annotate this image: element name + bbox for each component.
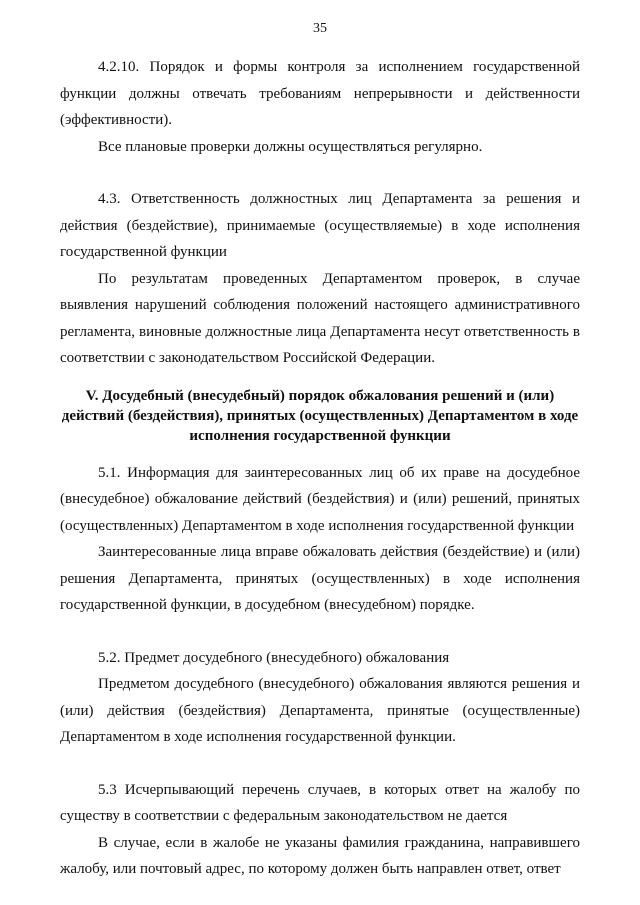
- paragraph-4-2-10: 4.2.10. Порядок и формы контроля за исполнением государственной функции должны отвечать требованиям непрерывности и действенности (эффективности).: [60, 59, 580, 128]
- spacer: [60, 160, 580, 186]
- paragraph-5-2: 5.2. Предмет досудебного (внесудебного) обжалования: [98, 649, 450, 666]
- paragraph-missing-details: В случае, если в жалобе не указаны фамилия гражданина, направившего жалобу, или почтовый адрес, по которому должен быть направлен ответ, ответ: [60, 834, 580, 877]
- page-number: 35: [313, 21, 327, 36]
- paragraph-appeal-subject: Предметом досудебного (внесудебного) обжалования являются решения и (или) действия (бездействия) Департамента, принятые (осуществленные) Департаментом в ходе исполнения государственной функции.: [60, 676, 580, 745]
- paragraph-4-3: 4.3. Ответственность должностных лиц Департамента за решения и действия (бездействие), принимаемые (осуществляемые) в ходе исполнения государственной функции: [60, 191, 580, 260]
- spacer: [60, 372, 580, 386]
- spacer: [60, 751, 580, 777]
- paragraph-planned-checks: Все плановые проверки должны осуществляться регулярно.: [98, 138, 483, 155]
- spacer: [60, 619, 580, 645]
- paragraph-5-1: 5.1. Информация для заинтересованных лиц об их праве на досудебное (внесудебное) обжалование действий (бездействия) и (или) решений, принятых (осуществленных) Департаментом в ходе исполнения государственной функции: [60, 464, 580, 534]
- section-heading-v: V. Досудебный (внесудебный) порядок обжалования решений и (или) действий (бездействия), принятых (осуществленных) Департаментом в ходе исполнения государственной функции: [61, 387, 579, 444]
- spacer: [60, 446, 580, 460]
- paragraph-5-3: 5.3 Исчерпывающий перечень случаев, в которых ответ на жалобу по существу в соответствии с федеральным законодательством не дается: [60, 781, 580, 824]
- paragraph-check-results: По результатам проведенных Департаментом проверок, в случае выявления нарушений соблюдения положений настоящего административного регламента, виновные должностные лица Департамента несут ответственность в соответствии с законодательством Российской Федерации.: [60, 270, 580, 366]
- paragraph-interested-parties: Заинтересованные лица вправе обжаловать действия (бездействие) и (или) решения Департамента, принятых (осуществленных) в ходе исполнения государственной функции, в досудебном (внесудебном) порядке.: [60, 544, 580, 613]
